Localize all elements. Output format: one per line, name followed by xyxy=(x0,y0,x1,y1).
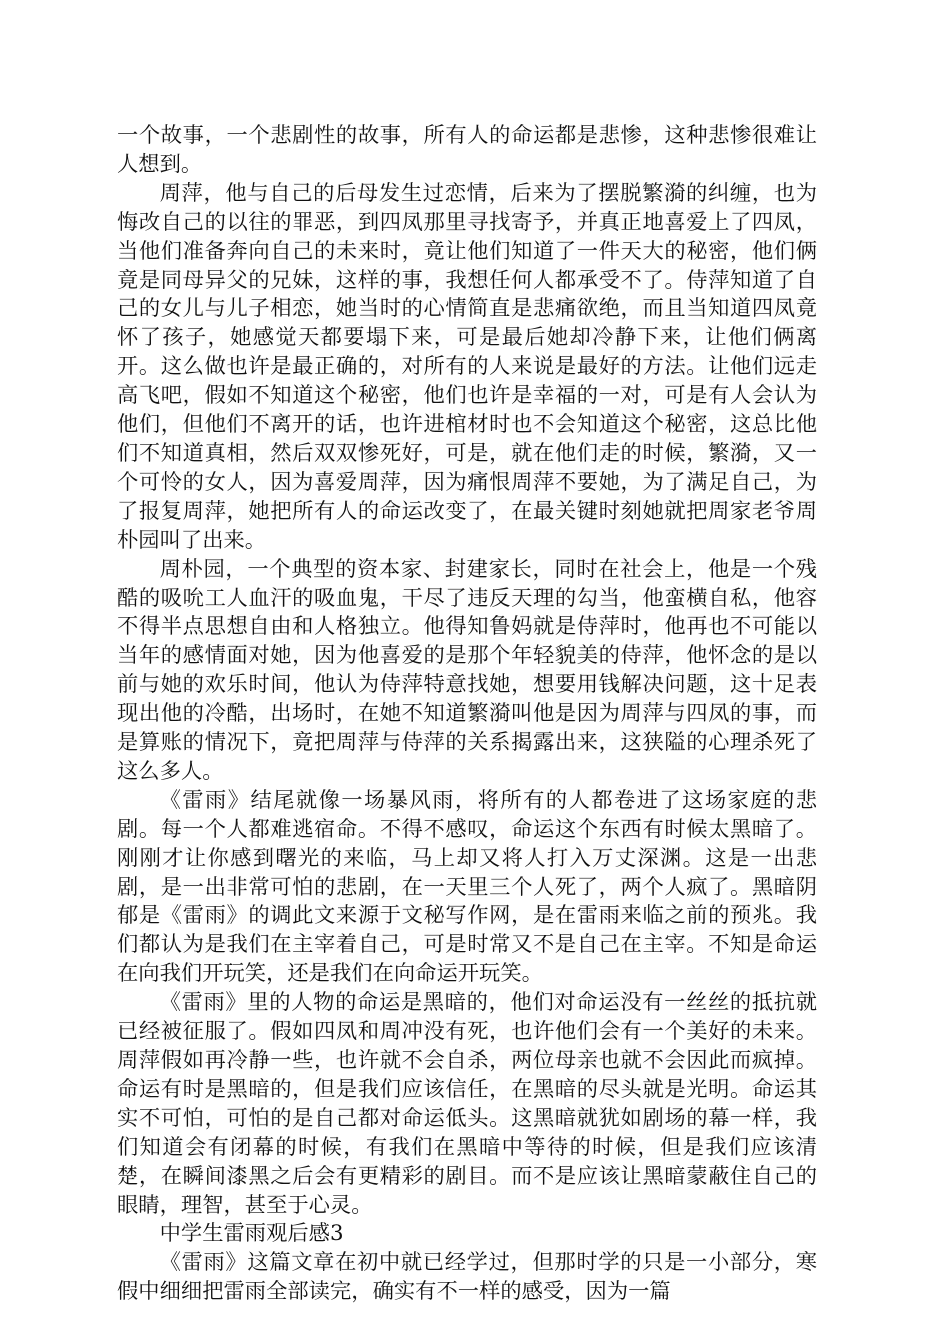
paragraph-2: 周萍，他与自己的后母发生过恋情，后来为了摆脱繁漪的纠缠，也为悔改自己的以往的罪恶，到四凤那里寻找寄予，并真正地喜爱上了四凤，当他们准备奔向自己的未来时，竟让他们知道了一件天大的秘密，他们俩竟是同母异父的兄妹，这样的事，我想任何人都承受不了。侍萍知道了自己的女儿与儿子相恋，她当时的心情简直是悲痛欲绝，而且当知道四凤竟怀了孩子，她感觉天都要塌下来，可是最后她却冷静下来，让他们俩离开。这么做也许是最正确的，对所有的人来说是最好的方法。让他们远走高飞吧，假如不知道这个秘密，他们也许是幸福的一对，可是有人会认为他们，但他们不离开的话，也许进棺材时也不会知道这个秘密，这总比他们不知道真相，然后双双惨死好，可是，就在他们走的时候，繁漪，又一个可怜的女人，因为喜爱周萍，因为痛恨周萍不要她，为了满足自己，为了报复周萍，她把所有人的命运改变了，在最关键时刻她就把周家老爷周朴园叫了出来。 xyxy=(117,180,817,553)
paragraph-6: 《雷雨》这篇文章在初中就已经学过，但那时学的只是一小部分，寒假中细细把雷雨全部读完，确实有不一样的感受，因为一篇 xyxy=(117,1250,817,1305)
paragraph-1: 一个故事，一个悲剧性的故事，所有人的命运都是悲惨，这种悲惨很难让人想到。 xyxy=(117,123,817,177)
document-body xyxy=(117,122,817,1307)
paragraph-5: 《雷雨》里的人物的命运是黑暗的，他们对命运没有一丝丝的抵抗就已经被征服了。假如四凤和周冲没有死，也许他们会有一个美好的未来。周萍假如再冷静一些，也许就不会自杀，两位母亲也就不会因此而疯掉。命运有时是黑暗的，但是我们应该信任，在黑暗的尽头就是光明。命运其实不可怕，可怕的是自己都对命运低头。这黑暗就犹如剧场的幕一样，我们知道会有闭幕的时候，有我们在黑暗中等待的时候，但是我们应该清楚，在瞬间漆黑之后会有更精彩的剧目。而不是应该让黑暗蒙蔽住自己的眼睛，理智，甚至于心灵。 xyxy=(117,990,817,1218)
paragraph-3: 周朴园，一个典型的资本家、封建家长，同时在社会上，他是一个残酷的吸吮工人血汗的吸血鬼，干尽了违反天理的勾当，他蛮横自私，他容不得半点思想自由和人格独立。他得知鲁妈就是侍萍时，他再也不可能以当年的感情面对她，因为他喜爱的是那个年轻貌美的侍萍，他怀念的是以前与她的欢乐时间，他认为侍萍特意找她，想要用钱解决问题，这十足表现出他的冷酷，出场时，在她不知道繁漪叫他是因为周萍与四凤的事，而是算账的情况下，竟把周萍与侍萍的关系揭露出来，这狭隘的心理杀死了这么多人。 xyxy=(117,556,817,784)
paragraph-4: 《雷雨》结尾就像一场暴风雨，将所有的人都卷进了这场家庭的悲剧。每一个人都难逃宿命。不得不感叹，命运这个东西有时候太黑暗了。刚刚才让你感到曙光的来临，马上却又将人打入万丈深渊。这是一出悲剧，是一出非常可怕的悲剧，在一天里三个人死了，两个人疯了。黑暗阴郁是《雷雨》的调此文来源于文秘写作网，是在雷雨来临之前的预兆。我们都认为是我们在主宰着自己，可是时常又不是自己在主宰。不知是命运在向我们开玩笑，还是我们在向命运开玩笑。 xyxy=(117,787,817,987)
section-heading: 中学生雷雨观后感3 xyxy=(159,1221,344,1247)
